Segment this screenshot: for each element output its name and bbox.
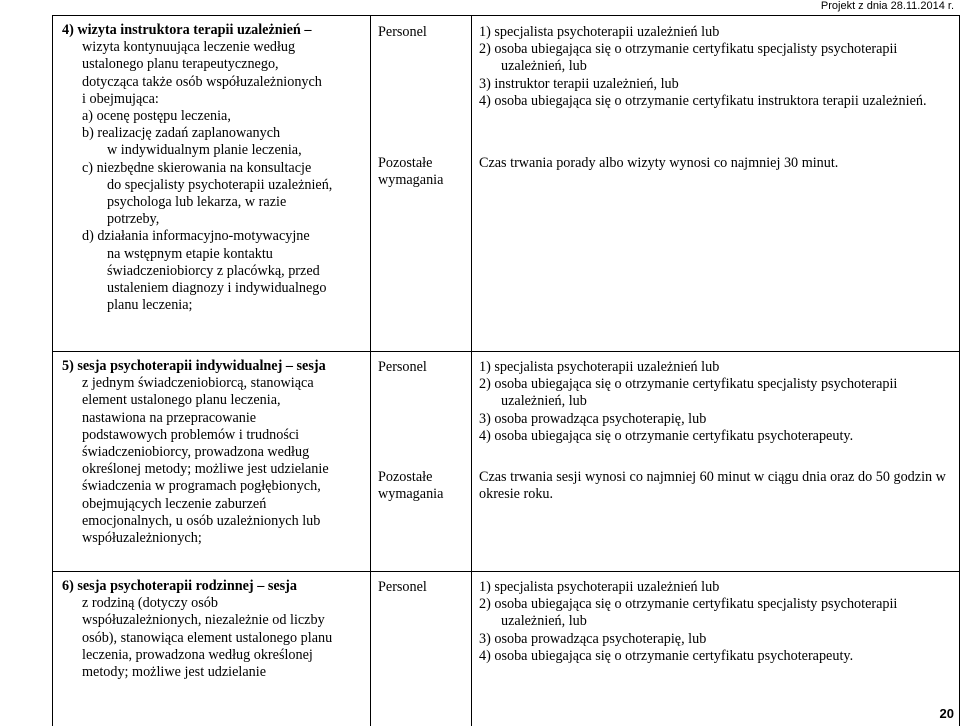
personnel-list-2 [479,359,955,445]
table-border-left [52,15,53,726]
list-item: 1) specjalista psychoterapii uzależnień lub [479,24,720,40]
page-number: 20 [939,705,954,721]
list-item: 3) osoba prowadząca psychoterapię, lub [479,410,707,427]
list-item: 4) osoba ubiegająca się o otrzymanie certyfikatu psychoterapeuty. [479,647,854,664]
personnel-label-2: Personel [378,359,427,375]
personnel-list-1 [479,24,955,110]
list-item: 1) specjalista psychoterapii uzależnień lub [479,579,720,595]
service-description-4: 4) wizyta instruktora terapii uzależnień – wizyta kontynuująca leczenie według ustalonego planu terapeutycznego, dotycząca także osób współuzależnionych i obejmująca: a) ocenę postępu leczenia, b) realizację zadań zaplanowanych w indywidualnym planie leczenia, c) niezbędne skierowania na konsultacje do specjalisty psychoterapii uzależnień, psychologa lub lekarza, w razie potrzeby, d) działania informacyjno-motywacyjne na wstępnym etapie kontaktu świadczeniobiorcy z placówką, przed ustaleniem diagnozy i indywidualnego planu leczenia; [62,22,333,314]
list-item: 1) specjalista psychoterapii uzależnień lub [479,359,720,375]
list-item: 4) osoba ubiegająca się o otrzymanie certyfikatu psychoterapeuty. [479,427,854,444]
list-item: 2) osoba ubiegająca się o otrzymanie certyfikatu specjalisty psychoterapii uzależnień, lub [479,41,898,75]
list-item: 3) osoba prowadząca psychoterapię, lub [479,630,707,647]
list-item: 3) instruktor terapii uzależnień, lub [479,75,679,92]
table-column-divider-1 [370,15,371,726]
row-divider-1 [52,351,960,352]
list-item: 2) osoba ubiegająca się o otrzymanie certyfikatu specjalisty psychoterapii uzależnień, lub [479,376,898,410]
personnel-label-3: Personel [378,579,427,595]
list-item: 2) osoba ubiegająca się o otrzymanie certyfikatu specjalisty psychoterapii uzależnień, lub [479,596,898,630]
personnel-list-3 [479,579,955,665]
other-requirements-text-2: Czas trwania sesji wynosi co najmniej 60 minut w ciągu dnia oraz do 50 godzin w okresie roku. [479,469,946,503]
list-item: 4) osoba ubiegająca się o otrzymanie certyfikatu instruktora terapii uzależnień. [479,92,927,109]
table-border-top [52,15,960,16]
service-description-5: 5) sesja psychoterapii indywidualnej – sesja z jednym świadczeniobiorcą, stanowiąca element ustalonego planu leczenia, nastawiona na przepracowanie podstawowych problemów i trudności świadczeniobiorcy, prowadzona według określonej metody; możliwe jest udzielanie świadczenia w programach pogłębionych, obejmujących leczenie zaburzeń emocjonalnych, u osób uzależnionych lub współuzależnionych; [62,358,329,547]
table-column-divider-2 [471,15,472,726]
row-divider-2 [52,571,960,572]
other-requirements-text-1: Czas trwania porady albo wizyty wynosi co najmniej 30 minut. [479,155,839,171]
personnel-label-1: Personel [378,24,427,40]
other-requirements-label-1: Pozostałe wymagania [378,155,444,189]
service-description-6: 6) sesja psychoterapii rodzinnej – sesja z rodziną (dotyczy osób współuzależnionych, niezależnie od liczby osób), stanowiąca element ustalonego planu leczenia, prowadzona według określonej metody; możliwe jest udzielanie [62,578,333,681]
other-requirements-label-2: Pozostałe wymagania [378,469,444,503]
project-date-note: Projekt z dnia 28.11.2014 r. [820,0,954,12]
